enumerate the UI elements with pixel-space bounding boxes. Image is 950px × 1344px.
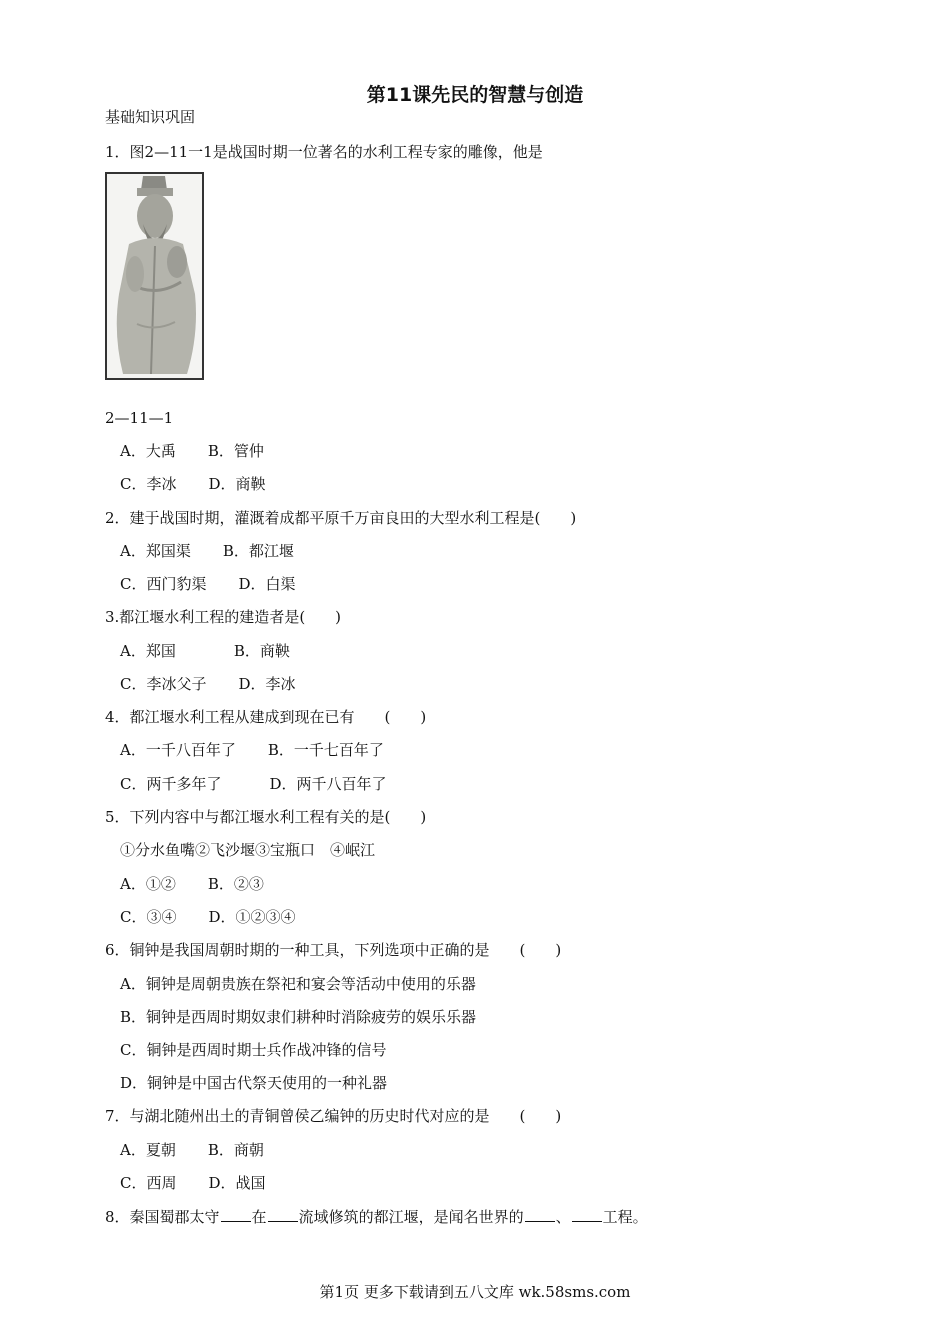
question-5-options-row-1	[120, 874, 264, 894]
question-8-text-2: 在	[251, 1208, 267, 1226]
question-8-text-1: 8．秦国蜀郡太守	[105, 1208, 220, 1226]
option-d: D．①②③④	[208, 908, 296, 926]
statue-photo-icon	[105, 172, 204, 380]
fill-blank	[268, 1207, 298, 1222]
question-1-options-row-1	[120, 441, 264, 461]
option-d: D．白渠	[238, 575, 296, 593]
question-4-stem: 4．都江堰水利工程从建成到现在已有 ( )	[105, 708, 427, 726]
option-d: D．战国	[208, 1174, 266, 1192]
question-7-options-row-1	[120, 1140, 264, 1160]
section-heading: 基础知识巩固	[105, 108, 196, 126]
option-a: A．铜钟是周朝贵族在祭祀和宴会等活动中使用的乐器	[120, 975, 476, 993]
page-title: 第11课先民的智慧与创造	[366, 84, 584, 106]
option-b: B．铜钟是西周时期奴隶们耕种时消除疲劳的娱乐乐器	[120, 1008, 477, 1026]
question-2-options-row-2	[120, 574, 296, 594]
fill-blank	[572, 1207, 602, 1222]
question-8-stem	[105, 1207, 648, 1227]
question-8-text-3: 流域修筑的都江堰，是闻名世界的	[298, 1208, 524, 1226]
option-a: A．①②	[120, 875, 176, 893]
question-7-options-row-2	[120, 1173, 266, 1193]
option-d: D．商鞅	[208, 475, 266, 493]
question-2-stem: 2．建于战国时期，灌溉着成都平原千万亩良田的大型水利工程是( )	[105, 509, 577, 527]
option-d: D．李冰	[238, 675, 296, 693]
question-8-text-4: 、	[555, 1208, 571, 1226]
option-a: A．夏朝	[120, 1141, 176, 1159]
option-c: C．③④	[120, 908, 177, 926]
option-b: B．商鞅	[233, 642, 290, 660]
option-a: A．大禹	[120, 442, 176, 460]
question-6-stem: 6．铜钟是我国周朝时期的一种工具，下列选项中正确的是 ( )	[105, 941, 562, 959]
question-2-options-row-1	[120, 541, 294, 561]
fill-blank	[525, 1207, 555, 1222]
option-b: B．一千七百年了	[267, 741, 384, 759]
question-8-text-5: 工程。	[602, 1208, 648, 1226]
question-4-options-row-2	[120, 774, 387, 794]
question-3-options-row-1	[120, 641, 290, 661]
option-c: C．西周	[120, 1174, 177, 1192]
option-c: C．西门豹渠	[120, 575, 207, 593]
question-5-items: ①分水鱼嘴②飞沙堰③宝瓶口 ④岷江	[120, 841, 376, 859]
option-b: B．②③	[207, 875, 264, 893]
question-1-options-row-2	[120, 474, 266, 494]
figure-caption: 2—11—1	[105, 409, 174, 427]
option-c: C．李冰父子	[120, 675, 207, 693]
question-3-stem: 3.都江堰水利工程的建造者是( )	[105, 608, 342, 626]
question-1-stem: 1．图2—11一1是战国时期一位著名的水利工程专家的雕像，他是	[105, 143, 543, 161]
question-5-options-row-2	[120, 907, 296, 927]
option-a: A．郑国渠	[120, 542, 191, 560]
option-b: B．管仲	[207, 442, 264, 460]
option-c: C．铜钟是西周时期士兵作战冲锋的信号	[120, 1041, 387, 1059]
question-7-stem: 7．与湖北随州出土的青铜曾侯乙编钟的历史时代对应的是 ( )	[105, 1107, 562, 1125]
option-b: B．都江堰	[222, 542, 294, 560]
fill-blank	[221, 1207, 251, 1222]
option-a: A．一千八百年了	[120, 741, 236, 759]
option-d: D．铜钟是中国古代祭天使用的一种礼器	[120, 1074, 388, 1092]
question-3-options-row-2	[120, 674, 296, 694]
page-footer: 第1页 更多下载请到五八文库 wk.58sms.com	[319, 1283, 631, 1301]
question-4-options-row-1	[120, 740, 384, 760]
option-b: B．商朝	[207, 1141, 264, 1159]
option-d: D．两千八百年了	[269, 775, 387, 793]
option-a: A．郑国	[120, 642, 176, 660]
option-c: C．两千多年了	[120, 775, 222, 793]
option-c: C．李冰	[120, 475, 177, 493]
question-5-stem: 5．下列内容中与都江堰水利工程有关的是( )	[105, 808, 427, 826]
